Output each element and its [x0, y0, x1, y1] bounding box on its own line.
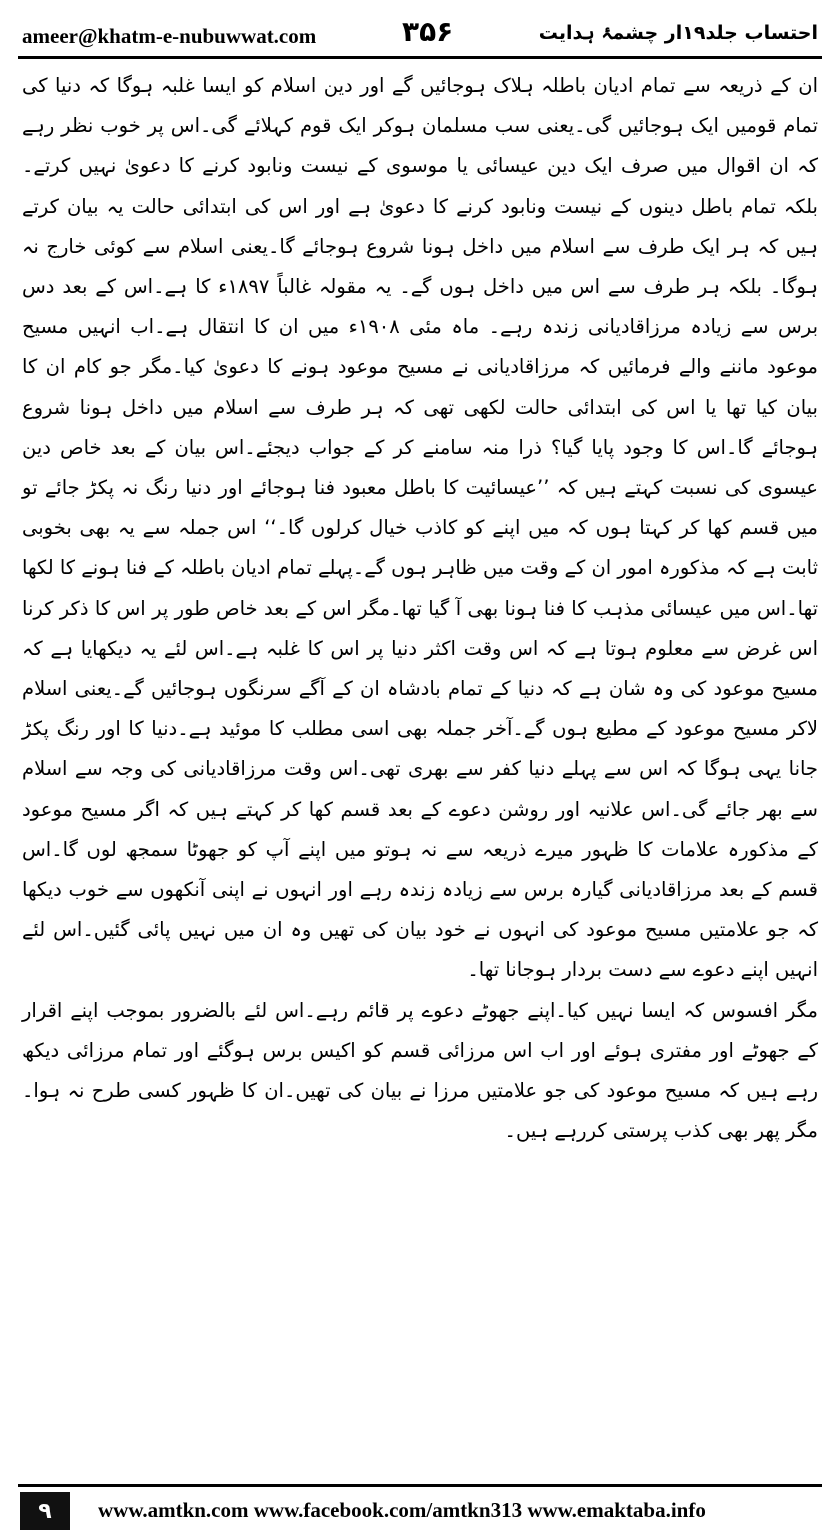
body-paragraph-1: ان کے ذریعہ سے تمام ادیان باطلہ ہلاک ہوجائیں گے اور دین اسلام کو ایسا غلبہ ہوگا کہ دنیا کی تمام قومیں ایک ہوجائیں گی۔یعنی سب مسلمان ہوکر ایک قوم کہلائے گی۔اس پر خوب نظر رہے کہ ان اقوال میں صرف ایک دین عیسائی یا موسوی کے نیست ونابود کرنے کا دعویٰ نہیں کرتے۔ بلکہ تمام باطل دینوں کے نیست ونابود کرنے کا دعویٰ ہے اور اس کی ابتدائی حالت یہ بیان کرتے ہیں کہ ہر ایک طرف سے اسلام میں داخل ہونا شروع ہوجائے گا۔یعنی اسلام سے کوئی خارج نہ ہوگا۔ بلکہ ہر طرف سے اس میں داخل ہوں گے۔ یہ مقولہ غالباً ۱۸۹۷ء کا ہے۔اس کے بعد دس برس سے زیادہ مرزاقادیانی زندہ رہے۔ ماہ مئی ۱۹۰۸ء میں ان کا انتقال ہے۔اب انہیں مسیح موعود ماننے والے فرمائیں کہ مرزاقادیانی نے مسیح موعود ہونے کا دعویٰ کیا۔مگر جو کام ان کا بیان کیا تھا یا اس کی ابتدائی حالت لکھی تھی کہ ہر طرف سے اسلام میں داخل ہونا شروع ہوجائے گا۔اس کا وجود پایا گیا؟ ذرا منہ سامنے کر کے جواب دیجئے۔اس بیان کے بعد خاص دین عیسوی کی نسبت کہتے ہیں کہ ’’عیسائیت کا باطل معبود فنا ہوجائے اور دنیا رنگ نہ پکڑ جائے تو میں قسم کھا کر کہتا ہوں کہ میں اپنے کو کاذب خیال کرلوں گا۔‘‘ اس جملہ سے یہ بھی بخوبی ثابت ہے کہ مذکورہ امور ان کے وقت میں ظاہر ہوں گے۔پہلے تمام ادیان باطلہ کے فنا ہونے کا لکھا تھا۔اس میں عیسائی مذہب کا فنا ہونا بھی آ گیا تھا۔مگر اس کے بعد خاص طور پر اس کا ذکر کرنا اس غرض سے معلوم ہوتا ہے کہ اس وقت اکثر دنیا پر اس کا غلبہ ہے۔اس لئے یہ دیکھایا ہے کہ مسیح موعود کی وہ شان ہے کہ دنیا کے تمام بادشاہ ان کے آگے سرنگوں ہوجائیں گے۔یعنی اسلام لاکر مسیح موعود کے مطیع ہوں گے۔آخر جملہ بھی اسی مطلب کا موئید ہے۔دنیا کا اور رنگ پکڑ جانا یہی ہوگا کہ اس سے پہلے دنیا کفر سے بھری تھی۔اس وقت مرزاقادیانی کی وجہ سے اسلام سے بھر جائے گی۔اس علانیہ اور روشن دعوے کے بعد قسم کھا کر کہتے ہیں کہ اگر مسیح موعود کے مذکورہ علامات کا ظہور میرے ذریعہ سے نہ ہوتو میں اپنے آپ کو جھوٹا سمجھ لوں گا۔اس قسم کے بعد مرزاقادیانی گیارہ برس سے زیادہ زندہ رہے اور انہوں نے اپنی آنکھوں سے خوب دیکھا کہ جو علامتیں مسیح موعود کی انہوں نے خود بیان کی تھیں وہ ان میں نہیں پائی گئیں۔اس لئے انہیں اپنے دعوے سے دست بردار ہوجانا تھا۔ [22, 74, 818, 982]
header-book-title: احتساب جلد۱۹ار چشمۂ ہدایت [538, 22, 818, 44]
page-body [22, 66, 818, 1466]
header-email: ameer@khatm-e-nubuwwat.com [22, 24, 317, 48]
header-divider [18, 56, 822, 59]
page-footer [18, 1484, 822, 1532]
footer-divider [18, 1484, 822, 1487]
header-page-number: ۳۵۶ [402, 15, 454, 48]
body-paragraph-2: مگر افسوس کہ ایسا نہیں کیا۔اپنے جھوٹے دعوے پر قائم رہے۔اس لئے بالضرور بموجب اپنے اقرار کے جھوٹے اور مفتری ہوئے اور اب اس مرزائی قسم کو اکیس برس ہوگئے اور تمام مرزائی دیکھ رہے ہیں کہ مسیح موعود کی جو علامتیں مرزا نے بیان کی تھیں۔ان کا ظہور کسی طرح نہ ہوا۔مگر پھر بھی کذب پرستی کررہے ہیں۔ [22, 998, 818, 1143]
footer-links: www.amtkn.com www.facebook.com/amtkn313 www.emaktaba.info [98, 1498, 706, 1522]
footer-page-number: ۹ [20, 1492, 70, 1530]
